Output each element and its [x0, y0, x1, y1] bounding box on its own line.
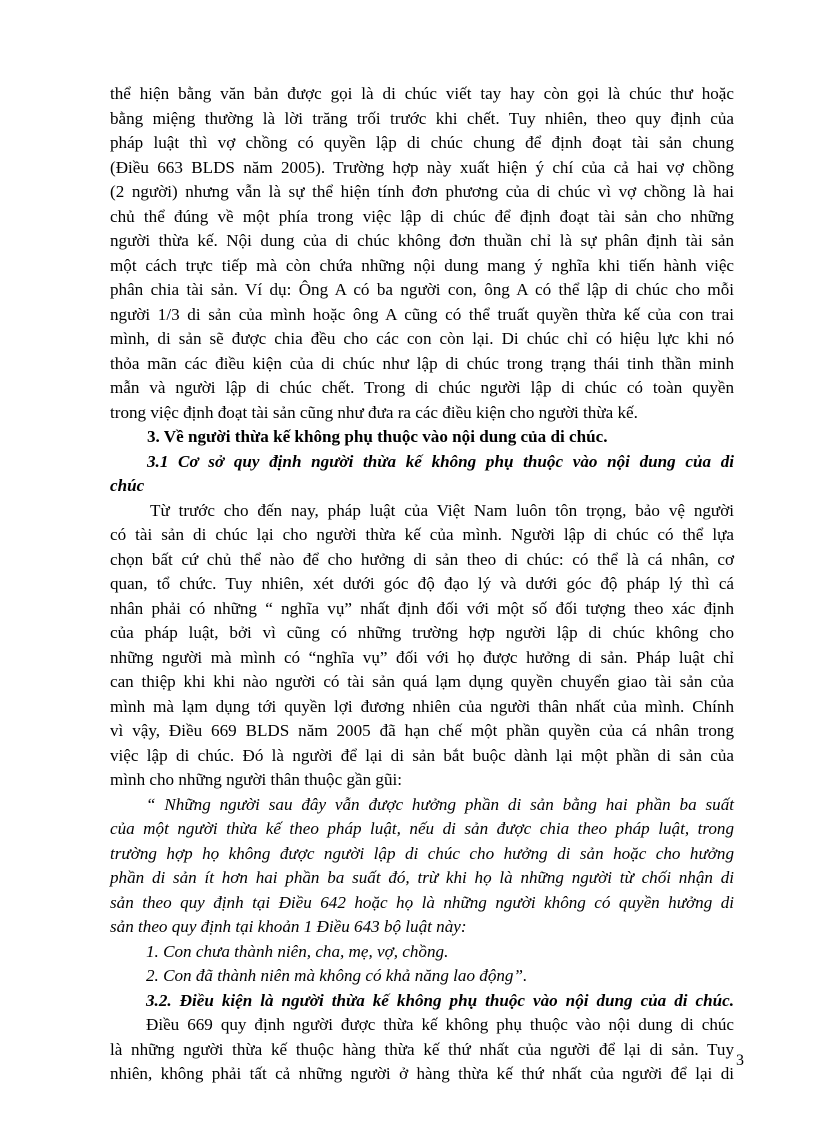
text-line: việc lập di chúc. Đó là người để lại di sản bắt buộc dành lại một phần di sản của: [110, 745, 734, 765]
subsection-heading: 3.1 Cơ sở quy định người thừa kế không phụ thuộc vào nội dung của di: [147, 451, 734, 471]
quote-list-item: 2. Con đã thành niên mà không có khả năng lao động”.: [146, 966, 528, 985]
subsection-heading: 3.2. Điều kiện là người thừa kế không phụ thuộc vào nội dung của di chúc.: [146, 990, 734, 1010]
text-line: người 1/3 di sản của mình hoặc ông A cũng có thể truất quyền thừa kế của con trai: [110, 304, 734, 324]
page-number: 3: [736, 1052, 744, 1069]
text-line: mình cho những người thân thuộc gần gũi:: [110, 770, 403, 789]
text-line: Điều 669 quy định người được thừa kế không phụ thuộc vào nội dung di chúc: [146, 1015, 734, 1034]
text-line: (Điều 663 BLDS năm 2005). Trường hợp này xuất hiện ý chí của cả hai vợ chồng: [110, 157, 734, 177]
text-line: người thừa kế. Nội dung của di chúc không đơn thuần chỉ là sự phân định tài sản: [110, 231, 734, 250]
text-line: can thiệp khi khi nào người có tài sản quá lạm dụng quyền chuyển giao tài sản của: [110, 672, 734, 691]
text-line: nhân phải có những “ nghĩa vụ” nhất định đối với một số đối tượng theo xác định: [110, 598, 734, 618]
text-line: Từ trước cho đến nay, pháp luật của Việt Nam luôn tôn trọng, bảo vệ người: [150, 500, 734, 520]
text-line: nhiên, không phải tất cả những người ở hàng thừa kế thứ nhất của người để lại di: [110, 1064, 734, 1083]
text-line: pháp luật thì vợ chồng có quyền lập di chúc chung để định đoạt tài sản chung: [110, 133, 734, 152]
text-line: mình mà lạm dụng tới quyền lợi đương nhiên của người thân nhất của mình. Chính: [110, 696, 734, 716]
text-line: của pháp luật, bởi vì cũng có những trường hợp người lập di chúc không cho: [110, 623, 734, 642]
text-line: thể hiện bằng văn bản được gọi là di chúc viết tay hay còn gọi là chúc thư hoặc: [110, 84, 734, 103]
text-line: chọn bất cứ chủ thể nào để cho hưởng di sản theo di chúc: có thể là cá nhân, cơ: [110, 549, 734, 569]
quote-line: trường hợp họ không được người lập di chúc cho hưởng di sản hoặc cho hưởng: [110, 843, 734, 863]
text-line: có tài sản di chúc lại cho người thừa kế của mình. Người lập di chúc có thể lựa: [110, 525, 734, 544]
section-heading: 3. Về người thừa kế không phụ thuộc vào nội dung của di chúc.: [147, 427, 608, 446]
quote-line: sản theo quy định tại khoản 1 Điều 643 bộ luật này:: [110, 917, 467, 936]
text-line: vì vậy, Điều 669 BLDS năm 2005 đã hạn chế một phần quyền của cá nhân trong: [110, 721, 734, 740]
text-line: thỏa mãn các điều kiện của di chúc như lập di chúc trong trạng thái tinh thần minh: [110, 353, 734, 373]
quote-line: của một người thừa kế theo pháp luật, nếu di sản được chia theo pháp luật, trong: [110, 819, 734, 838]
text-line: một cách trực tiếp mà còn chứa những nội dung mang ý nghĩa khi tiến hành việc: [110, 255, 734, 275]
text-line: là những người thừa kế thuộc hàng thừa kế thứ nhất của người để lại di sản. Tuy: [110, 1039, 734, 1059]
text-line: phân chia tài sản. Ví dụ: Ông A có ba người con, ông A có thể lập di chúc cho mỗi: [110, 280, 734, 299]
text-line: mẫn và người lập di chúc chết. Trong di chúc người lập di chúc có toàn quyền: [110, 378, 734, 397]
text-line: bằng miệng thường là lời trăng trối trước khi chết. Tuy nhiên, theo quy định của: [110, 108, 734, 128]
text-line: mình, di sản sẽ được chia đều cho các con còn lại. Di chúc chỉ có hiệu lực khi nó: [110, 329, 734, 348]
text-line: (2 người) nhưng vẫn là sự thể hiện tính đơn phương của di chúc vì vợ chồng là hai: [110, 182, 734, 201]
text-line: những người mà mình có “nghĩa vụ” đối với họ được hưởng di sản. Pháp luật chỉ: [110, 647, 734, 667]
quote-list-item: 1. Con chưa thành niên, cha, mẹ, vợ, chồng.: [146, 941, 449, 961]
text-line: quan, tổ chức. Tuy nhiên, xét dưới góc độ đạo lý và dưới góc độ pháp lý thì cá: [110, 574, 734, 593]
quote-line: sản theo quy định tại Điều 642 hoặc họ là những người không có quyền hưởng di: [110, 892, 734, 912]
subsection-heading-cont: chúc: [110, 476, 145, 495]
quote-line: phần di sản ít hơn hai phần ba suất đó, trừ khi họ là những người từ chối nhận di: [110, 868, 734, 887]
text-line: chủ thể đúng về một phía trong việc lập di chúc để định đoạt tài sản cho những: [110, 206, 734, 226]
quote-line: “ Những người sau đây vẫn được hưởng phần di sản bằng hai phần ba suất: [146, 794, 734, 814]
text-line: trong việc định đoạt tài sản cũng như đưa ra các điều kiện cho người thừa kế.: [110, 402, 638, 422]
